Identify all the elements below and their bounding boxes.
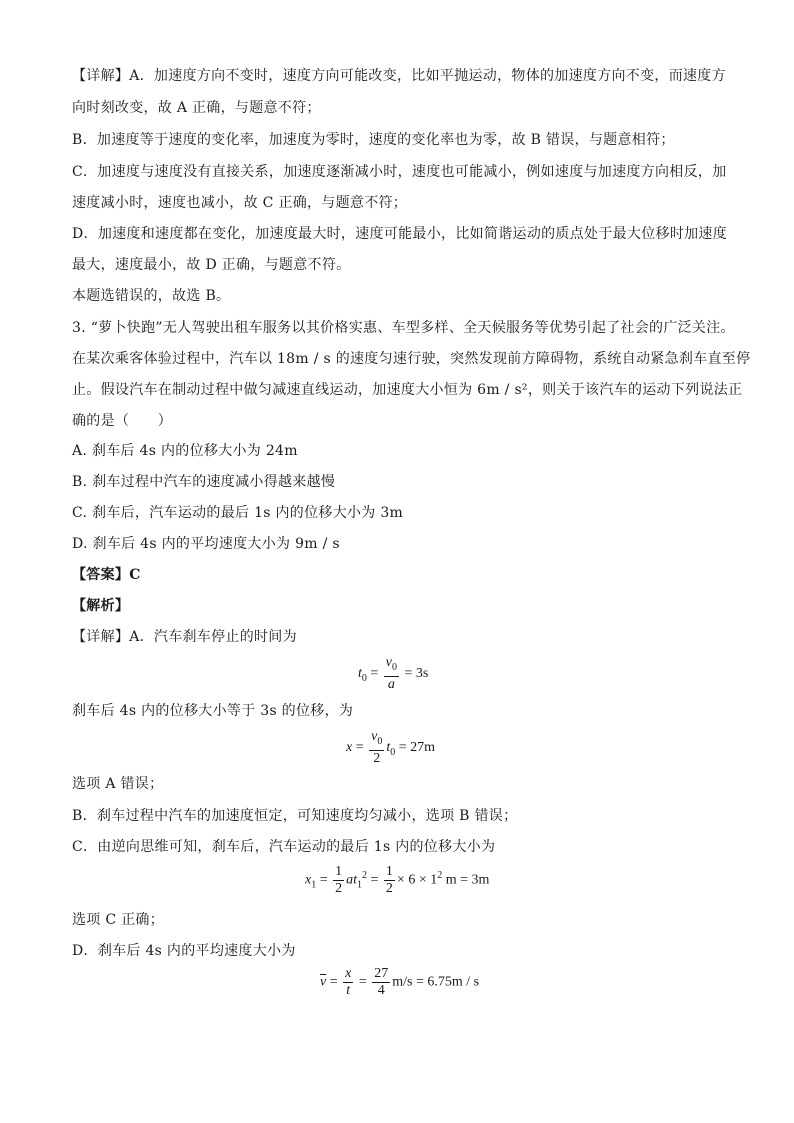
option-a: A. 刹车后 4s 内的位移大小为 24m [72, 443, 298, 459]
eq-result: = 3s [404, 666, 429, 682]
eq-symbol: $\overline{v}$ [320, 974, 327, 990]
text-line: 刹车后 4s 内的位移大小等于 3s 的位移，为 [72, 703, 354, 719]
eq-symbol: at [346, 872, 358, 888]
eq-symbol: t [346, 983, 351, 998]
text-line: D．加速度和速度都在变化，加速度最大时，速度可能最小，比如简谐运动的质点处于最大位移时加速度 [72, 226, 728, 242]
option-d: D. 刹车后 4s 内的平均速度大小为 9m / s [72, 536, 340, 552]
fraction [343, 966, 353, 999]
eq-superscript: 2 [362, 870, 368, 882]
eq-subscript: 1 [311, 879, 317, 891]
eq-superscript: 2 [437, 870, 443, 882]
eq-expression: × 6 × 1 [396, 872, 438, 888]
question-stem: 止。假设汽车在制动过程中做匀减速直线运动，加速度大小恒为 6m / s²，则关于该汽车的运动下列说法正 [72, 382, 743, 398]
fraction [372, 966, 390, 999]
eq-number: 2 [335, 881, 343, 896]
fraction [384, 864, 395, 897]
text-line: 选项 A 错误； [72, 776, 164, 792]
equation-last-second [305, 864, 489, 897]
eq-number: 2 [373, 750, 381, 766]
eq-number: 1 [385, 864, 393, 879]
option-b: B. 刹车过程中汽车的速度减小得越来越慢 [72, 474, 336, 490]
text-line: 本题选错误的，故选 B。 [72, 288, 231, 304]
text-line: 选项 C 正确； [72, 912, 165, 928]
eq-result: m/s = 6.75m / s [392, 974, 480, 990]
equation-average-velocity [320, 966, 479, 999]
text-line: B．加速度等于速度的变化率，加速度为零时，速度的变化率也为零，故 B 错误，与题意相符； [72, 132, 675, 148]
text-line: C．由逆向思维可知，刹车后，汽车运动的最后 1s 内的位移大小为 [72, 839, 496, 855]
text-line: 速度减小时，速度也减小，故 C 正确，与题意不符； [72, 195, 408, 211]
text-line: 【详解】A．加速度方向不变时，速度方向可能改变，比如平抛运动，物体的加速度方向不变，而速度方 [72, 68, 726, 84]
question-stem: 3. “萝卜快跑”无人驾驶出租车服务以其价格实惠、车型多样、全天候服务等优势引起了社会的广泛关注。 [72, 320, 735, 336]
fraction [333, 864, 344, 897]
equation-stop-time [358, 655, 428, 693]
text-line: 向时刻改变，故 A 正确，与题意不符； [72, 100, 321, 116]
eq-operator: = [355, 740, 364, 756]
text-line: C．加速度与速度没有直接关系，加速度逐渐减小时，速度也可能减小，例如速度与加速度方向相反，加 [72, 164, 727, 180]
text-line: B．刹车过程中汽车的加速度恒定，可知速度均匀减小，选项 B 错误； [72, 808, 518, 824]
eq-operator: = [370, 666, 379, 682]
text-line: 最大，速度最小，故 D 正确，与题意不符。 [72, 257, 351, 273]
eq-symbol: t [358, 666, 362, 682]
eq-result: m = 3m [445, 872, 490, 888]
eq-result: = 27m [398, 740, 436, 756]
text-line: D．刹车后 4s 内的平均速度大小为 [72, 943, 296, 959]
fraction [369, 729, 384, 767]
eq-number: 27 [374, 966, 389, 981]
eq-symbol: a [387, 676, 395, 692]
equation-displacement [346, 729, 435, 767]
eq-number: 1 [335, 864, 343, 879]
eq-number: 4 [377, 983, 385, 998]
eq-subscript: 0 [392, 661, 398, 673]
option-c: C. 刹车后，汽车运动的最后 1s 内的位移大小为 3m [72, 505, 404, 521]
analysis-heading: 【解析】 [72, 598, 130, 614]
answer-heading: 【答案】C [72, 567, 141, 583]
question-stem: 在某次乘客体验过程中，汽车以 18m / s 的速度匀速行驶，突然发现前方障碍物，系统自动紧急刹车直至停 [72, 351, 751, 367]
eq-symbol: x [346, 740, 353, 756]
eq-symbol: x [305, 872, 312, 888]
eq-subscript: 0 [361, 672, 367, 684]
eq-subscript: 1 [357, 879, 363, 891]
question-stem: 确的是（ ） [72, 413, 173, 429]
eq-subscript: 0 [390, 746, 396, 758]
eq-operator: = [329, 974, 338, 990]
eq-operator: = [319, 872, 328, 888]
eq-operator: = [370, 872, 379, 888]
eq-number: 2 [385, 881, 393, 896]
eq-subscript: 0 [377, 735, 383, 747]
text-line: 【详解】A．汽车刹车停止的时间为 [72, 629, 297, 645]
eq-symbol: x [345, 966, 352, 981]
fraction [384, 655, 399, 693]
eq-symbol: v [371, 729, 378, 744]
eq-symbol: v [385, 655, 393, 670]
eq-symbol: t [386, 740, 391, 756]
eq-operator: = [358, 974, 367, 990]
